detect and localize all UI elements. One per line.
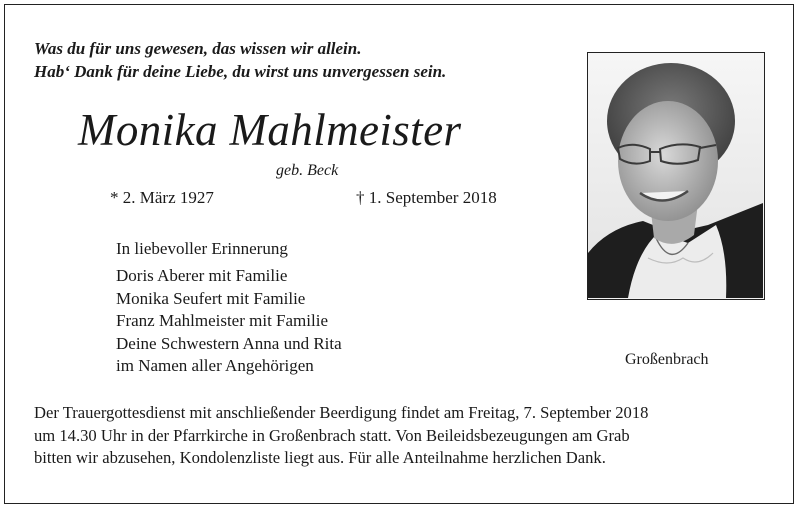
mourner-list <box>116 265 342 378</box>
maiden-name: geb. Beck <box>276 162 339 179</box>
service-announcement <box>34 402 648 470</box>
death-date: † 1. September 2018 <box>356 188 497 207</box>
mourner-line: Doris Aberer mit Familie <box>116 266 288 285</box>
deceased-name: Monika Mahlmeister <box>78 105 462 155</box>
mourner-line: Deine Schwestern Anna und Rita <box>116 333 342 353</box>
portrait-image <box>588 53 763 298</box>
birth-date: * 2. März 1927 <box>110 188 214 207</box>
service-line-3: bitten wir abzusehen, Kondolenzliste liegt aus. Für alle Anteilnahme herzlichen Dank. <box>34 448 606 467</box>
service-line-2: um 14.30 Uhr in der Pfarrkirche in Großenbrach statt. Von Beileidsbezeugungen am Grab <box>34 425 630 445</box>
portrait-photo <box>587 52 765 300</box>
service-line-1: Der Trauergottesdienst mit anschließender Beerdigung findet am Freitag, 7. September 2018 <box>34 403 649 422</box>
memory-intro: In liebevoller Erinnerung <box>116 239 288 258</box>
motto-line-1: Was du für uns gewesen, das wissen wir allein. <box>34 39 362 58</box>
mourner-line: Franz Mahlmeister mit Familie <box>116 311 328 330</box>
mourner-line: Monika Seufert mit Familie <box>116 288 306 308</box>
mourner-line: im Namen aller Angehörigen <box>116 356 314 375</box>
motto-line-2: Hab‘ Dank für deine Liebe, du wirst uns unvergessen sein. <box>34 62 447 81</box>
place-name: Großenbrach <box>625 351 709 368</box>
motto-verse <box>34 37 446 83</box>
